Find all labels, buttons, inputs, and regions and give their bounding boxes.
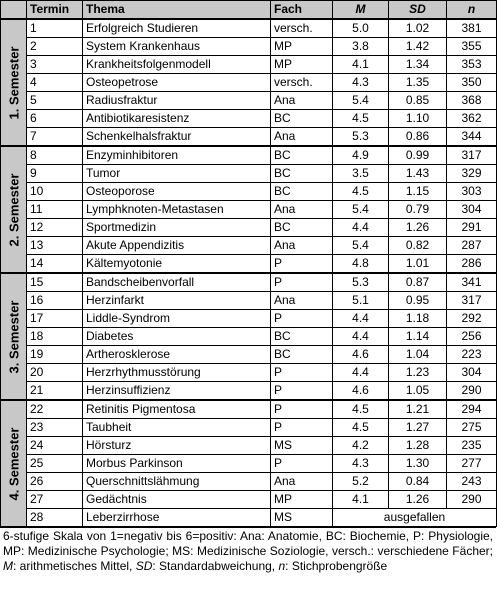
n-cell: 341: [447, 273, 497, 292]
table-row: [1, 56, 497, 74]
table-row: [1, 310, 497, 328]
mean-cell: 5.3: [333, 128, 389, 147]
thema-cell: Taubheit: [83, 419, 271, 437]
fach-cell: P: [271, 455, 333, 473]
mean-cell: 5.1: [333, 292, 389, 310]
thema-cell: Akute Appendizitis: [83, 237, 271, 255]
termin-cell: 9: [27, 165, 83, 183]
termin-cell: 21: [27, 382, 83, 401]
termin-cell: 15: [27, 273, 83, 292]
termin-cell: 23: [27, 419, 83, 437]
sd-cell: 0.95: [389, 292, 447, 310]
sd-cell: 1.35: [389, 74, 447, 92]
mean-cell: 4.4: [333, 219, 389, 237]
mean-cell: 4.1: [333, 56, 389, 74]
thema-cell: Herzinsuffizienz: [83, 382, 271, 401]
n-cell: 362: [447, 110, 497, 128]
mean-cell: 4.4: [333, 364, 389, 382]
thema-cell: Herzrhythmusstörung: [83, 364, 271, 382]
fach-cell: BC: [271, 346, 333, 364]
fach-cell: P: [271, 400, 333, 419]
table-row: [1, 491, 497, 509]
fach-cell: P: [271, 419, 333, 437]
sd-cell: 1.30: [389, 455, 447, 473]
footnote-m-text: : arithmetisches Mittel,: [13, 559, 136, 573]
mean-cell: 4.3: [333, 455, 389, 473]
sd-cell: 1.28: [389, 437, 447, 455]
n-cell: 243: [447, 473, 497, 491]
n-cell: 355: [447, 38, 497, 56]
termin-cell: 25: [27, 455, 83, 473]
mean-cell: 4.5: [333, 110, 389, 128]
mean-cell: 5.2: [333, 473, 389, 491]
thema-cell: Tumor: [83, 165, 271, 183]
mean-cell: 4.2: [333, 437, 389, 455]
termin-cell: 20: [27, 364, 83, 382]
mean-cell: 5.0: [333, 19, 389, 38]
header-corner: [1, 1, 27, 20]
thema-cell: Enzyminhibitoren: [83, 146, 271, 165]
sd-cell: 1.18: [389, 310, 447, 328]
mean-cell: 3.8: [333, 38, 389, 56]
mean-cell: 5.3: [333, 273, 389, 292]
semester-group-label: [1, 146, 27, 273]
table-row: [1, 364, 497, 382]
thema-cell: Schenkelhalsfraktur: [83, 128, 271, 147]
table-row: [1, 74, 497, 92]
n-cell: 329: [447, 165, 497, 183]
fach-cell: BC: [271, 328, 333, 346]
sd-cell: 0.84: [389, 473, 447, 491]
header-sd: SD: [389, 1, 447, 20]
fach-cell: Ana: [271, 201, 333, 219]
sd-cell: 1.15: [389, 183, 447, 201]
thema-cell: Gedächtnis: [83, 491, 271, 509]
mean-cell: 4.5: [333, 419, 389, 437]
table-footnote: [0, 527, 496, 575]
thema-cell: Retinitis Pigmentosa: [83, 400, 271, 419]
thema-cell: System Krankenhaus: [83, 38, 271, 56]
table-row: [1, 328, 497, 346]
header-row: [1, 1, 497, 20]
n-cell: 317: [447, 146, 497, 165]
n-cell: 294: [447, 400, 497, 419]
n-cell: 290: [447, 382, 497, 401]
table-row: [1, 419, 497, 437]
n-cell: 223: [447, 346, 497, 364]
thema-cell: Kältemyotonie: [83, 255, 271, 274]
table-row: [1, 509, 497, 527]
mean-cell: 5.4: [333, 237, 389, 255]
fach-cell: versch.: [271, 19, 333, 38]
fach-cell: BC: [271, 165, 333, 183]
mean-cell: 4.3: [333, 74, 389, 92]
fach-cell: P: [271, 255, 333, 274]
sd-cell: 1.26: [389, 491, 447, 509]
table-row: [1, 38, 497, 56]
header-n: n: [447, 1, 497, 20]
thema-cell: Morbus Parkinson: [83, 455, 271, 473]
thema-cell: Krankheitsfolgenmodell: [83, 56, 271, 74]
thema-cell: Bandscheibenvorfall: [83, 273, 271, 292]
thema-cell: Radiusfraktur: [83, 92, 271, 110]
n-cell: 353: [447, 56, 497, 74]
fach-cell: MP: [271, 38, 333, 56]
thema-cell: Osteopetrose: [83, 74, 271, 92]
sd-cell: 1.23: [389, 364, 447, 382]
thema-cell: Artherosklerose: [83, 346, 271, 364]
sd-cell: 1.01: [389, 255, 447, 274]
mean-cell: ausgefallen: [333, 509, 497, 527]
semester-group-label: [1, 400, 27, 527]
fach-cell: BC: [271, 183, 333, 201]
table-row: [1, 473, 497, 491]
fach-cell: Ana: [271, 292, 333, 310]
fach-cell: BC: [271, 110, 333, 128]
n-cell: 350: [447, 74, 497, 92]
sd-cell: 0.86: [389, 128, 447, 147]
n-cell: 287: [447, 237, 497, 255]
sd-cell: 1.43: [389, 165, 447, 183]
mean-cell: 5.4: [333, 201, 389, 219]
termin-cell: 26: [27, 473, 83, 491]
thema-cell: Diabetes: [83, 328, 271, 346]
semester-group-label: [1, 273, 27, 400]
fach-cell: Ana: [271, 92, 333, 110]
sd-cell: 0.85: [389, 92, 447, 110]
semester-label: 1. Semester: [6, 46, 21, 119]
n-cell: 277: [447, 455, 497, 473]
table-row: [1, 346, 497, 364]
fach-cell: MP: [271, 56, 333, 74]
table-row: [1, 455, 497, 473]
semester-group-label: [1, 19, 27, 146]
thema-cell: Leberzirrhose: [83, 509, 271, 527]
sd-cell: 1.04: [389, 346, 447, 364]
n-cell: 291: [447, 219, 497, 237]
fach-cell: Ana: [271, 237, 333, 255]
n-cell: 275: [447, 419, 497, 437]
footnote-n-text: : Stichprobengröße: [285, 559, 388, 573]
termin-cell: 16: [27, 292, 83, 310]
n-cell: 304: [447, 364, 497, 382]
table-row: [1, 437, 497, 455]
termin-cell: 18: [27, 328, 83, 346]
mean-cell: 4.4: [333, 310, 389, 328]
termin-cell: 8: [27, 146, 83, 165]
termin-cell: 22: [27, 400, 83, 419]
sd-cell: 1.34: [389, 56, 447, 74]
table-row: [1, 146, 497, 165]
header-termin: Termin: [27, 1, 83, 20]
fach-cell: MS: [271, 437, 333, 455]
footnote-sd-symbol: SD: [135, 559, 153, 573]
fach-cell: P: [271, 382, 333, 401]
semester-label: 4. Semester: [6, 427, 21, 500]
termin-cell: 24: [27, 437, 83, 455]
thema-cell: Sportmedizin: [83, 219, 271, 237]
sd-cell: 0.82: [389, 237, 447, 255]
mean-cell: 5.4: [333, 92, 389, 110]
thema-cell: Osteoporose: [83, 183, 271, 201]
n-cell: 344: [447, 128, 497, 147]
table-row: [1, 183, 497, 201]
n-cell: 317: [447, 292, 497, 310]
sd-cell: 1.42: [389, 38, 447, 56]
fach-cell: BC: [271, 219, 333, 237]
fach-cell: P: [271, 310, 333, 328]
header-mean: M: [333, 1, 389, 20]
table-row: [1, 128, 497, 147]
fach-cell: P: [271, 364, 333, 382]
n-cell: 303: [447, 183, 497, 201]
termin-cell: 7: [27, 128, 83, 147]
mean-cell: 3.5: [333, 165, 389, 183]
semester-label: 3. Semester: [6, 300, 21, 373]
sd-cell: 1.02: [389, 19, 447, 38]
fach-cell: Ana: [271, 128, 333, 147]
termin-cell: 19: [27, 346, 83, 364]
termin-cell: 17: [27, 310, 83, 328]
n-cell: 290: [447, 491, 497, 509]
thema-cell: Querschnittslähmung: [83, 473, 271, 491]
sd-cell: 1.10: [389, 110, 447, 128]
table-row: [1, 292, 497, 310]
table-row: [1, 92, 497, 110]
fach-cell: MS: [271, 509, 333, 527]
sd-cell: 1.27: [389, 419, 447, 437]
thema-cell: Erfolgreich Studieren: [83, 19, 271, 38]
n-cell: 304: [447, 201, 497, 219]
sd-cell: 0.99: [389, 146, 447, 165]
table-row: [1, 237, 497, 255]
table-row: [1, 400, 497, 419]
footnote-m-symbol: M: [3, 559, 13, 573]
mean-cell: 4.8: [333, 255, 389, 274]
table-row: [1, 273, 497, 292]
n-cell: 235: [447, 437, 497, 455]
mean-cell: 4.9: [333, 146, 389, 165]
n-cell: 286: [447, 255, 497, 274]
n-cell: 368: [447, 92, 497, 110]
thema-cell: Herzinfarkt: [83, 292, 271, 310]
header-thema: Thema: [83, 1, 271, 20]
mean-cell: 4.4: [333, 328, 389, 346]
termin-cell: 10: [27, 183, 83, 201]
mean-cell: 4.5: [333, 183, 389, 201]
sd-cell: 0.79: [389, 201, 447, 219]
table-row: [1, 165, 497, 183]
table-row: [1, 382, 497, 401]
thema-cell: Antibiotikaresistenz: [83, 110, 271, 128]
termin-cell: 2: [27, 38, 83, 56]
fach-cell: Ana: [271, 473, 333, 491]
table-row: [1, 19, 497, 38]
mean-cell: 4.6: [333, 382, 389, 401]
termin-cell: 12: [27, 219, 83, 237]
termin-cell: 3: [27, 56, 83, 74]
table-body: [1, 19, 497, 527]
table-row: [1, 255, 497, 274]
termin-cell: 5: [27, 92, 83, 110]
sd-cell: 1.14: [389, 328, 447, 346]
termin-cell: 28: [27, 509, 83, 527]
sd-cell: 1.26: [389, 219, 447, 237]
termin-cell: 13: [27, 237, 83, 255]
mean-cell: 4.6: [333, 346, 389, 364]
footnote-sd-text: : Standardabweichung,: [152, 559, 279, 573]
table-row: [1, 201, 497, 219]
n-cell: 292: [447, 310, 497, 328]
termin-cell: 27: [27, 491, 83, 509]
mean-cell: 4.1: [333, 491, 389, 509]
mean-cell: 4.5: [333, 400, 389, 419]
sd-cell: 0.87: [389, 273, 447, 292]
footnote-lead: 6-stufige Skala von 1=negativ bis 6=positiv: Ana: Anatomie, BC: Biochemie, P: Physiologie, MP: Medizinische Psychologie; MS: Medizinische Soziologie, versch.: verschiedene Fächer;: [3, 529, 493, 558]
n-cell: 256: [447, 328, 497, 346]
fach-cell: P: [271, 273, 333, 292]
fach-cell: BC: [271, 146, 333, 165]
footnote-n-symbol: n: [278, 559, 286, 573]
sd-cell: 1.05: [389, 382, 447, 401]
termin-cell: 6: [27, 110, 83, 128]
thema-cell: Lymphknoten-Metastasen: [83, 201, 271, 219]
fach-cell: MP: [271, 491, 333, 509]
termin-cell: 11: [27, 201, 83, 219]
thema-cell: Liddle-Syndrom: [83, 310, 271, 328]
termin-cell: 4: [27, 74, 83, 92]
semester-label: 2. Semester: [6, 173, 21, 246]
table-row: [1, 219, 497, 237]
termin-cell: 1: [27, 19, 83, 38]
table-row: [1, 110, 497, 128]
termin-cell: 14: [27, 255, 83, 274]
sd-cell: 1.21: [389, 400, 447, 419]
thema-cell: Hörsturz: [83, 437, 271, 455]
header-fach: Fach: [271, 1, 333, 20]
n-cell: 381: [447, 19, 497, 38]
fach-cell: versch.: [271, 74, 333, 92]
